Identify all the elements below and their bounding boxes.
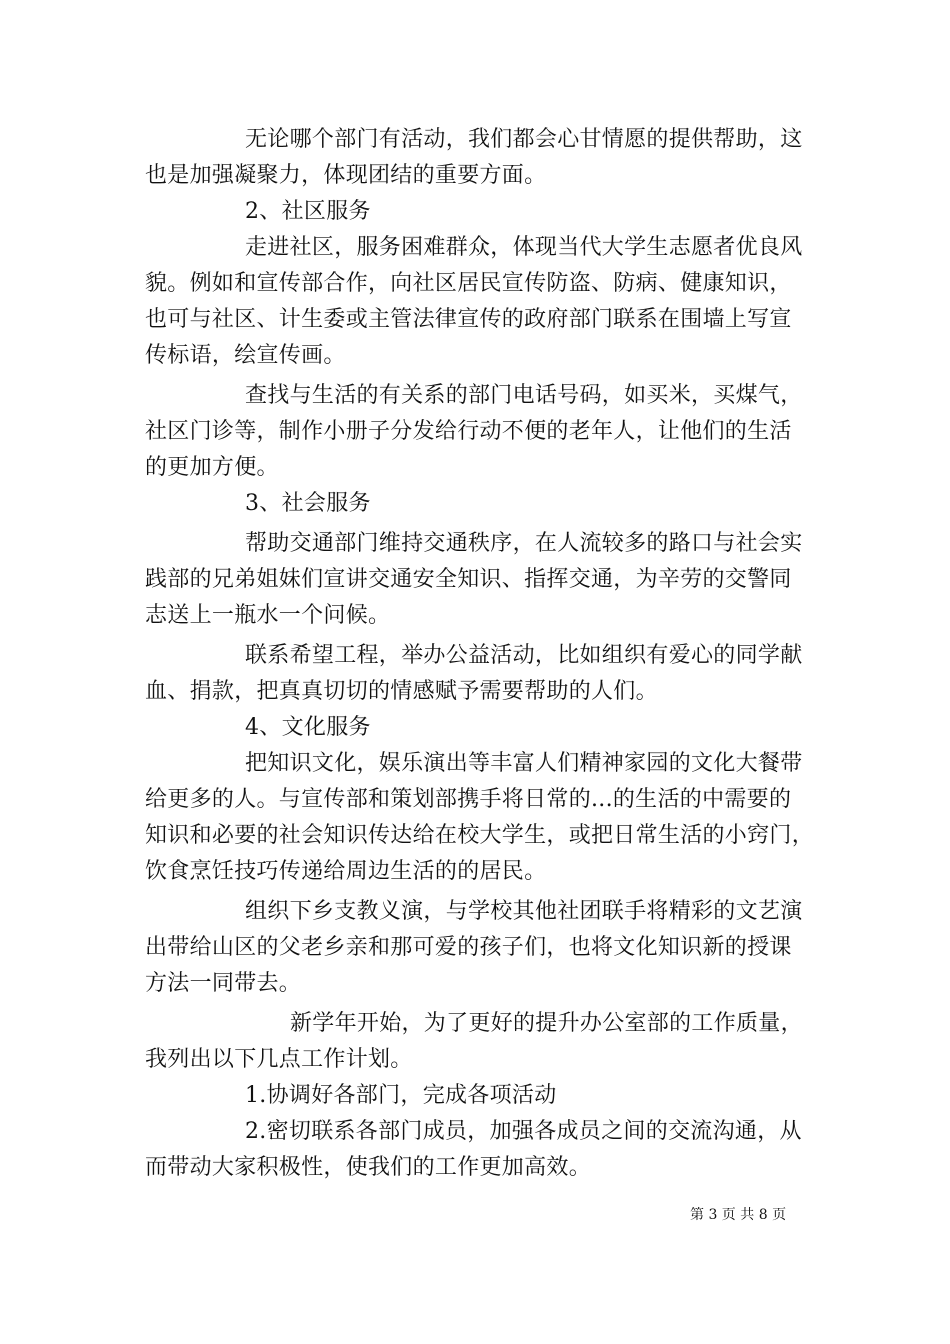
text-line: 的更加方便。	[145, 455, 279, 480]
text-line: 我列出以下几点工作计划。	[145, 1047, 413, 1072]
text-line: 无论哪个部门有活动，我们都会心甘情愿的提供帮助，这	[245, 127, 803, 152]
section-heading: 4、文化服务	[245, 715, 371, 740]
section-heading: 3、社会服务	[245, 491, 371, 516]
text-line: 出带给山区的父老乡亲和那可爱的孩子们，也将文化知识新的授课	[145, 935, 792, 960]
text-line: 血、捐款，把真真切切的情感赋予需要帮助的人们。	[145, 679, 658, 704]
text-line: 传标语，绘宣传画。	[145, 343, 346, 368]
text-line: 也是加强凝聚力，体现团结的重要方面。	[145, 163, 547, 188]
text-line: 组织下乡支教义演，与学校其他社团联手将精彩的文艺演	[245, 899, 803, 924]
text-line: 饮食烹饪技巧传递给周边生活的的居民。	[145, 859, 547, 884]
text-line: 貌。例如和宣传部合作，向社区居民宣传防盗、防病、健康知识，	[145, 271, 792, 296]
text-line: 也可与社区、计生委或主管法律宣传的政府部门联系在围墙上写宣	[145, 307, 792, 332]
text-line: 践部的兄弟姐妹们宣讲交通安全知识、指挥交通，为辛劳的交警同	[145, 567, 792, 592]
text-line: 给更多的人。与宣传部和策划部携手将日常的...的生活的中需要的	[145, 787, 792, 812]
text-line: 走进社区，服务困难群众，体现当代大学生志愿者优良风	[245, 235, 803, 260]
text-line: 志送上一瓶水一个问候。	[145, 603, 391, 628]
text-line: 新学年开始，为了更好的提升办公室部的工作质量，	[290, 1011, 803, 1036]
text-line: 社区门诊等，制作小册子分发给行动不便的老年人，让他们的生活	[145, 419, 792, 444]
text-line: 而带动大家积极性，使我们的工作更加高效。	[145, 1155, 592, 1180]
list-item: 1.协调好各部门，完成各项活动	[245, 1083, 557, 1108]
text-line: 知识和必要的社会知识传达给在校大学生，或把日常生活的小窍门，	[145, 823, 815, 848]
text-line: 把知识文化，娱乐演出等丰富人们精神家园的文化大餐带	[245, 751, 803, 776]
text-line: 帮助交通部门维持交通秩序，在人流较多的路口与社会实	[245, 531, 803, 556]
text-line: 方法一同带去。	[145, 971, 302, 996]
list-item: 2.密切联系各部门成员，加强各成员之间的交流沟通，从	[245, 1119, 802, 1144]
text-line: 查找与生活的有关系的部门电话号码，如买米，买煤气，	[245, 383, 803, 408]
section-heading: 2、社区服务	[245, 199, 371, 224]
page-number: 第 3 页 共 8 页	[690, 1207, 787, 1223]
text-line: 联系希望工程，举办公益活动，比如组织有爱心的同学献	[245, 643, 803, 668]
